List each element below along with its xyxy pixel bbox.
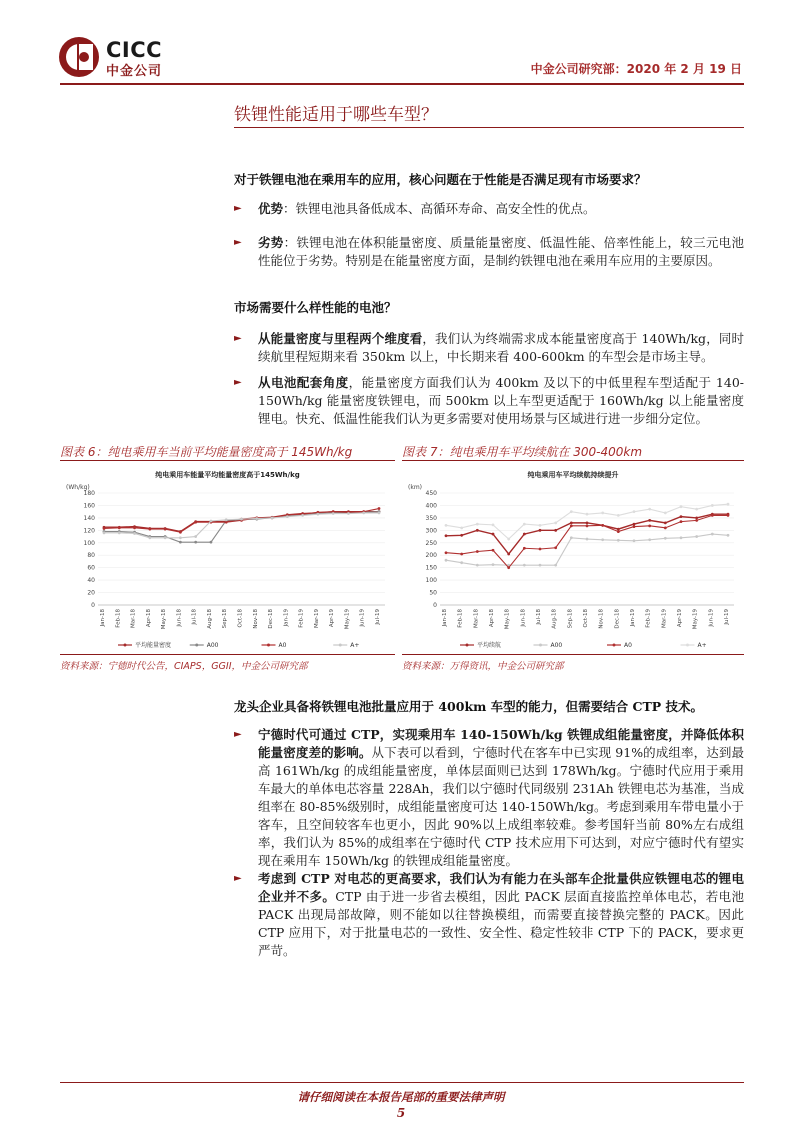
data-point xyxy=(492,549,495,552)
data-point xyxy=(711,504,714,507)
legend-marker xyxy=(613,644,616,647)
data-point xyxy=(680,520,683,523)
x-tick-label: Apr-18 xyxy=(489,609,495,628)
y-tick-label: 40 xyxy=(87,577,95,585)
x-tick-label: Jun-19 xyxy=(708,609,715,627)
data-point xyxy=(492,563,495,566)
bullet-arrow-icon: ► xyxy=(234,237,242,248)
y-tick-label: 0 xyxy=(91,602,95,609)
chart-title: 纯电乘用车能量平均能量密度高于145Wh/kg xyxy=(155,471,300,479)
x-tick-label: May-18 xyxy=(161,609,168,630)
question-heading: 市场需要什么样性能的电池？ xyxy=(234,300,397,315)
bullet-item xyxy=(234,330,744,366)
bullet-text: 从下表可以看到，宁德时代在客车中已实现 91%的成组率，达到最高 161Wh/kg 的成组能量密度，单体层面则已达到 178Wh/kg。宁德时代应用于乘用车最大的单体电芯容量 228Ah，我们以宁德时代同级别 231Ah 铁锂电芯为基准，当成组率在 80-85%级别时，成组能量密度可达 140-150Wh/kg。考虑到乘用车带电量小于客车，且空间较客车也更小，因此 90%以上成组率较难。参考国轩当前 80%左右成组率，我们认为 85%的成组率在宁德时代 CTP 技术应用下可达到，对应宁德时代有望实现在乘用车 150Wh/kg 的铁锂成组能量密度。 xyxy=(258,745,744,868)
data-point xyxy=(445,534,448,537)
bullet-text: ：铁锂电池具备低成本、高循环寿命、高安全性的优点。 xyxy=(283,201,596,216)
logo-text-en: CICC xyxy=(106,38,163,62)
data-point xyxy=(727,503,730,506)
data-point xyxy=(664,526,667,529)
legend-marker xyxy=(539,644,542,647)
figure-7-source: 资料来源：万得资讯，中金公司研究部 xyxy=(402,661,564,672)
bullet-item xyxy=(234,374,744,428)
data-point xyxy=(570,524,573,527)
data-point xyxy=(148,536,151,539)
data-point xyxy=(460,526,463,529)
data-point xyxy=(586,521,589,524)
x-tick-label: Nov-18 xyxy=(252,609,259,629)
data-point xyxy=(727,534,730,537)
bullet-arrow-icon: ► xyxy=(234,873,242,884)
data-point xyxy=(664,512,667,515)
data-point xyxy=(179,531,182,534)
data-point xyxy=(103,531,106,534)
x-tick-label: Feb-19 xyxy=(298,609,305,628)
legend-label: A0 xyxy=(624,642,632,649)
chart-title: 纯电乘用车平均续航持续提升 xyxy=(527,471,619,479)
data-point xyxy=(727,514,730,517)
chart-svg xyxy=(60,463,395,653)
data-point xyxy=(539,548,542,551)
data-point xyxy=(586,524,589,527)
data-point xyxy=(554,521,557,524)
y-tick-label: 60 xyxy=(87,564,95,572)
series-line xyxy=(446,514,728,554)
legend-label: A00 xyxy=(550,642,563,649)
legend-marker xyxy=(124,644,127,647)
data-point xyxy=(554,564,557,567)
bullet-bold: 宁德时代可通过 CTP，实现乘用车 140-150Wh/kg 铁锂成组能量密度，并降低体积能量密度差的影响。 xyxy=(258,727,744,760)
question-heading: 对于铁锂电池在乘用车的应用，核心问题在于性能是否满足现有市场要求？ xyxy=(234,172,647,187)
bullet-item xyxy=(234,870,744,960)
data-point xyxy=(695,508,698,511)
data-point xyxy=(332,512,335,515)
legend-label: A+ xyxy=(697,642,707,649)
data-point xyxy=(362,512,365,515)
data-point xyxy=(225,518,228,521)
data-point xyxy=(255,517,258,520)
x-tick-label: Jan-19 xyxy=(283,609,290,627)
data-point xyxy=(476,564,479,567)
x-tick-label: May-19 xyxy=(692,609,699,630)
y-tick-label: 200 xyxy=(425,552,437,560)
data-point xyxy=(148,528,151,531)
x-tick-label: May-18 xyxy=(504,609,511,630)
legend-marker xyxy=(339,644,342,647)
data-point xyxy=(617,514,620,517)
x-tick-label: Mar-18 xyxy=(130,609,137,629)
x-tick-label: Jan-18 xyxy=(100,609,106,627)
data-point xyxy=(695,516,698,519)
header-divider xyxy=(60,83,744,85)
data-point xyxy=(118,526,121,529)
data-point xyxy=(301,514,304,517)
figure-6-source: 资料来源：宁德时代公告，CIAPS，GGII，中金公司研究部 xyxy=(60,661,308,672)
y-tick-label: 100 xyxy=(425,577,437,585)
data-point xyxy=(492,533,495,536)
data-point xyxy=(460,561,463,564)
figure-6-bottom-rule xyxy=(60,654,395,655)
legend-marker xyxy=(686,644,689,647)
data-point xyxy=(601,512,604,515)
x-tick-label: Mar-18 xyxy=(473,609,480,629)
x-tick-label: Jul-18 xyxy=(536,609,542,625)
chart-svg xyxy=(402,463,744,653)
figure-7-bottom-rule xyxy=(402,654,744,655)
data-point xyxy=(476,529,479,532)
legend-marker xyxy=(267,644,270,647)
data-point xyxy=(523,564,526,567)
data-point xyxy=(711,533,714,536)
figure-6-title: 图表 6：纯电乘用车当前平均能量密度高于 145Wh/kg xyxy=(60,445,353,459)
x-tick-label: Aug-18 xyxy=(206,609,213,629)
data-point xyxy=(648,538,651,541)
x-tick-label: Apr-19 xyxy=(329,609,336,628)
y-tick-label: 350 xyxy=(425,514,437,522)
header-date: 中金公司研究部：2020 年 2 月 19 日 xyxy=(530,62,742,76)
data-point xyxy=(664,521,667,524)
y-tick-label: 450 xyxy=(425,490,437,497)
data-point xyxy=(617,528,620,531)
legend-label: 平均续航 xyxy=(477,642,502,649)
data-point xyxy=(523,523,526,526)
data-point xyxy=(586,513,589,516)
chart-range xyxy=(402,463,744,653)
data-point xyxy=(194,521,197,524)
data-point xyxy=(133,532,136,535)
x-tick-label: May-19 xyxy=(344,609,351,630)
legend-label: 平均能量密度 xyxy=(135,642,172,649)
x-tick-label: Feb-19 xyxy=(645,609,652,628)
data-point xyxy=(460,553,463,556)
x-tick-label: Jun-18 xyxy=(520,609,527,627)
data-point xyxy=(539,564,542,567)
bullet-item xyxy=(234,726,744,870)
bullet-arrow-icon: ► xyxy=(234,377,242,388)
data-point xyxy=(164,536,167,539)
x-tick-label: Sep-18 xyxy=(567,609,574,629)
bullet-item xyxy=(234,200,744,218)
data-point xyxy=(316,513,319,516)
x-tick-label: Jul-19 xyxy=(724,609,730,625)
y-tick-label: 100 xyxy=(83,539,95,547)
logo-text-cn: 中金公司 xyxy=(106,64,163,79)
x-tick-label: Jan-19 xyxy=(630,609,636,627)
data-point xyxy=(118,531,121,534)
x-tick-label: Dec-18 xyxy=(268,609,275,629)
data-point xyxy=(507,553,510,556)
data-point xyxy=(378,512,381,515)
data-point xyxy=(210,520,213,523)
data-point xyxy=(570,521,573,524)
data-point xyxy=(695,535,698,538)
y-tick-label: 160 xyxy=(83,502,95,510)
data-point xyxy=(554,529,557,532)
y-tick-label: 250 xyxy=(425,539,437,547)
data-point xyxy=(601,524,604,527)
x-tick-label: Jun-19 xyxy=(359,609,366,627)
data-point xyxy=(194,541,197,544)
x-tick-label: Oct-18 xyxy=(237,609,244,628)
y-tick-label: 0 xyxy=(433,602,437,609)
bullet-text: ：铁锂电池在体积能量密度、质量能量密度、低温性能、倍率性能上，较三元电池性能位于劣势。特别是在能量密度方面，是制约铁锂电池在乘用车应用的主要原因。 xyxy=(258,235,744,268)
legend-label: A+ xyxy=(350,642,360,649)
data-point xyxy=(648,508,651,511)
data-point xyxy=(347,512,350,515)
data-point xyxy=(570,510,573,513)
data-point xyxy=(633,510,636,513)
y-tick-label: 120 xyxy=(83,527,95,535)
footer-divider xyxy=(60,1082,744,1083)
y-tick-label: 50 xyxy=(429,589,437,597)
data-point xyxy=(445,524,448,527)
data-point xyxy=(271,516,274,519)
y-tick-label: 80 xyxy=(87,552,95,560)
x-tick-label: Feb-18 xyxy=(457,609,464,628)
bullet-bold: 从电池配套角度 xyxy=(258,375,349,390)
x-tick-label: Jun-18 xyxy=(176,609,183,627)
x-tick-label: Oct-18 xyxy=(583,609,589,628)
legend-label: A00 xyxy=(206,642,219,649)
page-number: 5 xyxy=(396,1106,406,1120)
bullet-bold: 劣势 xyxy=(258,235,284,250)
x-tick-label: Mar-19 xyxy=(313,609,320,629)
data-point xyxy=(711,514,714,517)
bullet-arrow-icon: ► xyxy=(234,729,242,740)
bullet-arrow-icon: ► xyxy=(234,203,242,214)
bullet-text: ，能量密度方面我们认为 400km 及以下的中低里程车型适配于 140-150Wh/kg 能量密度铁锂电，而 500km 以上车型更适配于 160Wh/kg 以上能量密度锂电。快充、低温性能我们认为更多需要对使用场景与区域进行进一步细分定位。 xyxy=(258,375,744,426)
figure-7-title: 图表 7：纯电乘用车平均续航在 300-400km xyxy=(402,445,643,459)
x-tick-label: Apr-19 xyxy=(677,609,683,628)
data-point xyxy=(539,529,542,532)
chart-energy-density xyxy=(60,463,395,653)
data-point xyxy=(554,546,557,549)
bullet-arrow-icon: ► xyxy=(234,333,242,344)
data-point xyxy=(680,505,683,508)
x-tick-label: Mar-19 xyxy=(661,609,668,629)
x-tick-label: Dec-18 xyxy=(614,609,621,629)
y-tick-label: 400 xyxy=(425,502,437,510)
series-line xyxy=(104,513,379,538)
bullet-text: CTP 由于进一步省去模组，因此 PACK 层面直接监控单体电芯，若电池 PACK 出现局部故障，则不能如以往替换模组，而需要直接替换完整的 PACK。因此 CTP 应用下，对于批量电芯的一致性、安全性、稳定性较非 CTP 下的 PACK，要求更严苛。 xyxy=(258,889,744,958)
data-point xyxy=(633,539,636,542)
data-point xyxy=(476,550,479,553)
data-point xyxy=(179,536,182,539)
section-divider xyxy=(234,127,744,128)
x-tick-label: Feb-18 xyxy=(115,609,122,628)
data-point xyxy=(523,533,526,536)
y-axis-label: (km) xyxy=(408,484,423,491)
page-header xyxy=(0,0,802,95)
data-point xyxy=(225,521,228,524)
data-point xyxy=(194,535,197,538)
bullet-item xyxy=(234,234,744,270)
legend-label: A0 xyxy=(278,642,287,649)
data-point xyxy=(539,524,542,527)
x-tick-label: Jul-18 xyxy=(191,609,198,625)
x-tick-label: Jan-18 xyxy=(442,609,448,627)
legend-marker xyxy=(466,644,469,647)
data-point xyxy=(601,538,604,541)
data-point xyxy=(133,526,136,529)
y-tick-label: 150 xyxy=(425,564,437,572)
data-point xyxy=(617,539,620,542)
y-tick-label: 20 xyxy=(87,589,95,597)
question-heading: 龙头企业具备将铁锂电池批量应用于 400km 车型的能力，但需要结合 CTP 技术。 xyxy=(234,699,704,714)
data-point xyxy=(570,536,573,539)
data-point xyxy=(507,566,510,569)
data-point xyxy=(492,523,495,526)
data-point xyxy=(680,515,683,518)
x-tick-label: Nov-18 xyxy=(598,609,605,629)
x-tick-label: Apr-18 xyxy=(145,609,152,628)
series-line xyxy=(104,512,379,542)
data-point xyxy=(648,519,651,522)
x-tick-label: Aug-18 xyxy=(551,609,558,629)
data-point xyxy=(507,538,510,541)
section-title: 铁锂性能适用于哪些车型？ xyxy=(234,105,438,125)
data-point xyxy=(240,518,243,521)
data-point xyxy=(210,541,213,544)
data-point xyxy=(523,547,526,550)
x-tick-label: Jul-19 xyxy=(375,609,381,625)
data-point xyxy=(179,541,182,544)
data-point xyxy=(103,527,106,530)
bullet-bold: 优势 xyxy=(258,201,284,216)
data-point xyxy=(648,524,651,527)
data-point xyxy=(445,551,448,554)
data-point xyxy=(378,507,381,510)
legal-notice: 请仔细阅读在本报告尾部的重要法律声明 xyxy=(297,1090,505,1104)
figure-7-rule xyxy=(402,460,744,461)
bullet-bold: 考虑到 CTP 对电芯的更高要求，我们认为有能力在头部车企批量供应铁锂电芯的锂电企业并不多。 xyxy=(258,871,744,904)
data-point xyxy=(633,525,636,528)
bullet-bold: 从能量密度与里程两个维度看 xyxy=(258,331,423,346)
y-tick-label: 300 xyxy=(425,527,437,535)
data-point xyxy=(586,538,589,541)
data-point xyxy=(633,523,636,526)
data-point xyxy=(664,537,667,540)
data-point xyxy=(286,515,289,518)
y-tick-label: 180 xyxy=(83,490,95,497)
y-tick-label: 140 xyxy=(83,514,95,522)
data-point xyxy=(617,530,620,533)
figure-6-rule xyxy=(60,460,395,461)
bullet-text: ，我们认为终端需求成本能量密度高于 140Wh/kg，同时续航里程短期来看 350km 以上，中长期来看 400-600km 的车型会是市场主导。 xyxy=(258,331,744,364)
y-axis-label: (Wh/kg) xyxy=(66,484,90,491)
data-point xyxy=(460,534,463,537)
data-point xyxy=(695,519,698,522)
x-tick-label: Sep-18 xyxy=(222,609,229,629)
cicc-logo-icon xyxy=(58,36,100,78)
data-point xyxy=(164,528,167,531)
legend-marker xyxy=(195,644,198,647)
data-point xyxy=(680,536,683,539)
data-point xyxy=(476,523,479,526)
data-point xyxy=(445,559,448,562)
